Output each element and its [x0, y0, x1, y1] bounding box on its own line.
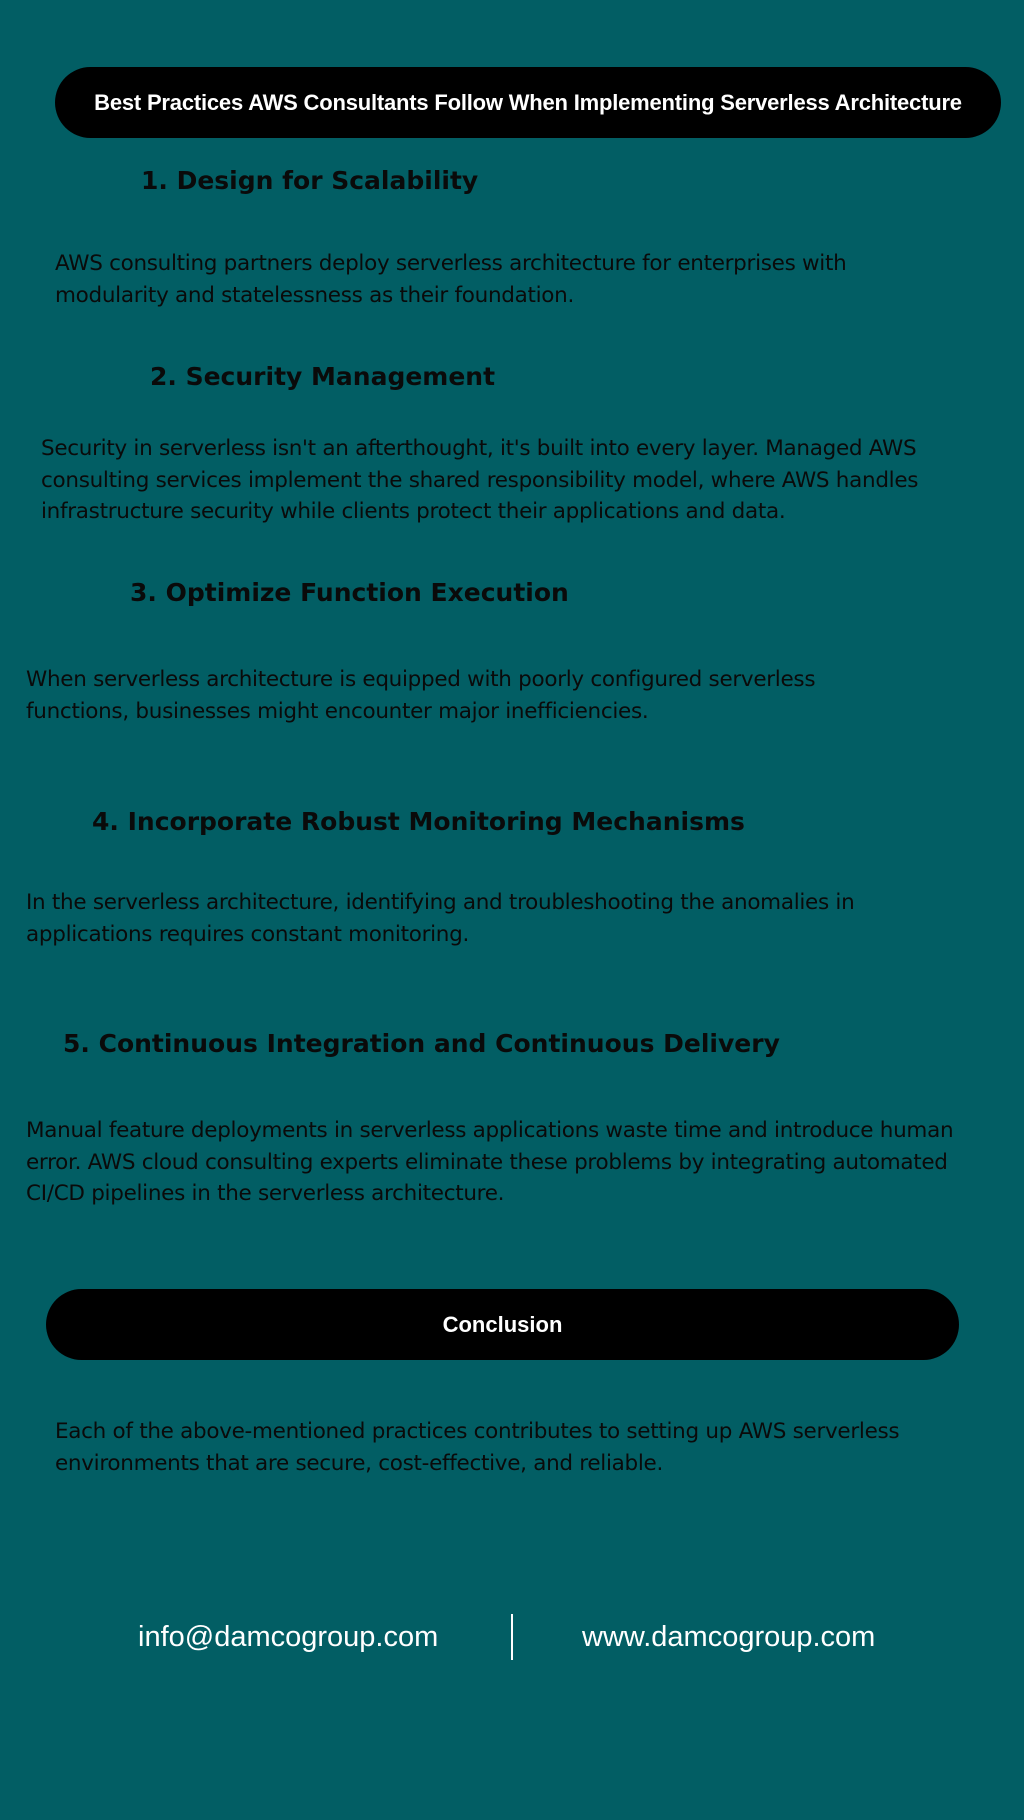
footer-website[interactable]: www.damcogroup.com: [582, 1621, 876, 1653]
section-body-security: Security in serverless isn't an afterthought, it's built into every layer. Managed AWS consulting services implement the shared responsibility model, where AWS handles infrastructure security while clients protect their applications and data.: [41, 436, 919, 524]
section-heading-cicd: 5. Continuous Integration and Continuous Delivery: [63, 1029, 780, 1058]
conclusion-label: Conclusion: [442, 1311, 563, 1337]
section-heading-optimize: 3. Optimize Function Execution: [130, 578, 569, 607]
conclusion-banner: [46, 1289, 959, 1360]
section-body-optimize: When serverless architecture is equipped with poorly configured serverless functions, businesses might encounter major inefficiencies.: [26, 667, 816, 724]
conclusion-body: Each of the above-mentioned practices contributes to setting up AWS serverless environments that are secure, cost-effective, and reliable.: [55, 1419, 900, 1476]
footer-divider: [511, 1614, 513, 1660]
section-heading-monitoring: 4. Incorporate Robust Monitoring Mechanisms: [92, 807, 745, 836]
section-body-scalability: AWS consulting partners deploy serverless architecture for enterprises with modularity and statelessness as their foundation.: [55, 251, 847, 308]
section-heading-security: 2. Security Management: [150, 362, 496, 391]
page-title: Best Practices AWS Consultants Follow When Implementing Serverless Architecture: [94, 89, 962, 115]
footer-email[interactable]: info@damcogroup.com: [138, 1621, 439, 1653]
page-title-banner: [55, 67, 1001, 138]
section-body-cicd: Manual feature deployments in serverless applications waste time and introduce human error. AWS cloud consulting experts eliminate these problems by integrating automated CI/CD pipelines in the serverless architecture.: [26, 1118, 954, 1206]
section-body-monitoring: In the serverless architecture, identifying and troubleshooting the anomalies in applications requires constant monitoring.: [26, 890, 855, 947]
section-heading-scalability: 1. Design for Scalability: [141, 166, 479, 195]
